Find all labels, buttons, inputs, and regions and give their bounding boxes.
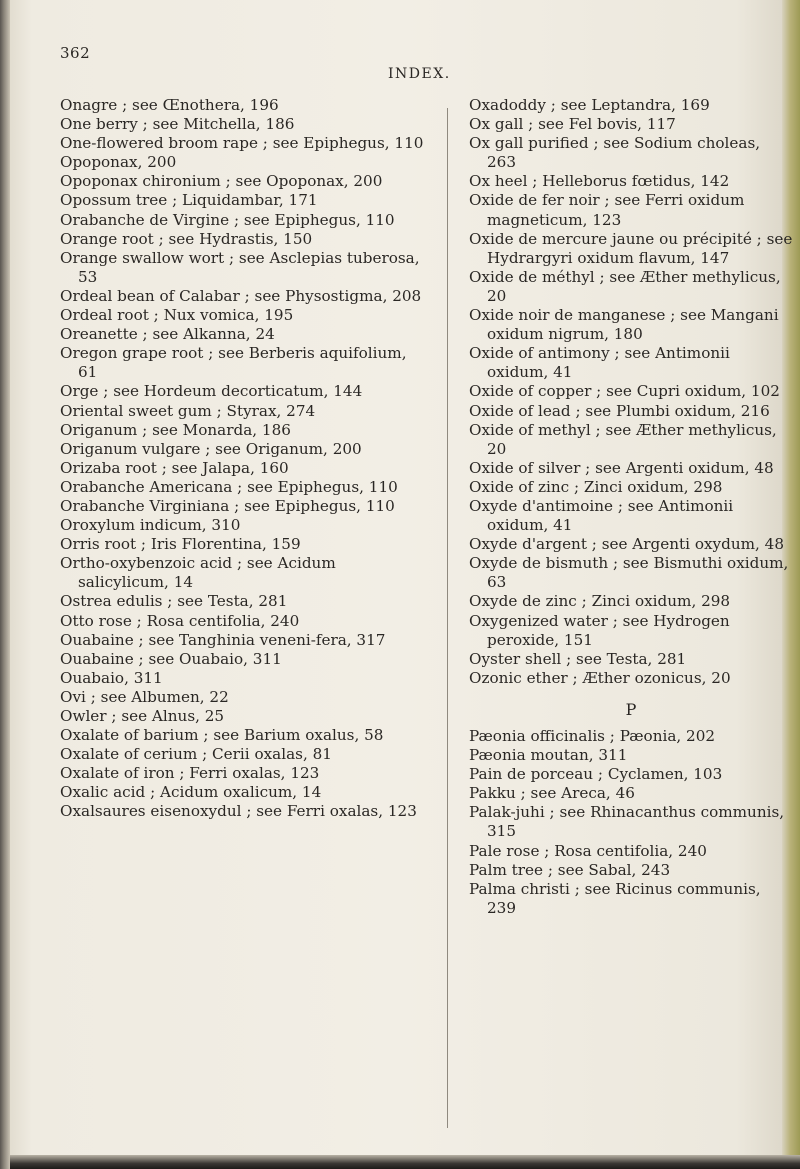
index-entry: Origanum vulgare ; see Origanum, 200 — [60, 439, 362, 458]
index-entry: Oxide of antimony ; see Antimonii oxidum, 41 — [469, 344, 730, 382]
index-entry: Oxygenized water ; see Hydrogen peroxide, 151 — [469, 611, 730, 649]
index-entry: Opoponax, 200 — [60, 153, 177, 172]
index-entry: Oreanette ; see Alkanna, 24 — [60, 325, 275, 344]
index-entry: Oxide of copper ; see Cupri oxidum, 102 — [469, 382, 780, 401]
index-entry: Orge ; see Hordeum decorticatum, 144 — [60, 382, 363, 401]
index-entry: Ostrea edulis ; see Testa, 281 — [60, 592, 288, 611]
index-entry: Ordeal root ; Nux vomica, 195 — [60, 306, 294, 325]
index-entry: One berry ; see Mitchella, 186 — [60, 115, 295, 134]
index-entry: Oxadoddy ; see Leptandra, 169 — [469, 96, 710, 114]
index-entry: Oyster shell ; see Testa, 281 — [469, 649, 687, 668]
index-entry: Owler ; see Alnus, 25 — [60, 707, 225, 725]
index-entry: Orabanche Americana ; see Epiphegus, 110 — [60, 477, 398, 496]
index-entry: Otto rose ; Rosa centifolia, 240 — [60, 611, 300, 630]
index-entry: Orange swallow wort ; see Asclepias tuberosa, 53 — [60, 248, 420, 286]
index-entry: Oriental sweet gum ; Styrax, 274 — [60, 401, 316, 420]
index-entry: Oxyde d'antimoine ; see Antimonii oxidum, 41 — [469, 496, 734, 535]
right-column — [469, 96, 793, 918]
index-entry: Oxide of silver ; see Argenti oxidum, 48 — [469, 458, 774, 477]
index-entry: Pale rose ; Rosa centifolia, 240 — [469, 841, 707, 860]
index-entry: Orange root ; see Hydrastis, 150 — [60, 229, 313, 248]
index-entry: Oxalic acid ; Acidum oxalicum, 14 — [60, 783, 322, 802]
index-entry: Pæonia officinalis ; Pæonia, 202 — [469, 727, 716, 745]
index-entry: One-flowered broom rape ; see Epiphegus, 110 — [60, 134, 424, 153]
index-entry: Oxide noir de manganese ; see Mangani oxidum nigrum, 180 — [469, 306, 779, 344]
index-entry: Palm tree ; see Sabal, 243 — [469, 860, 671, 879]
index-entry: Origanum ; see Monarda, 186 — [60, 420, 291, 439]
index-entry: Pakku ; see Areca, 46 — [469, 784, 635, 803]
index-entry: Palak-juhi ; see Rhinacanthus communis, 315 — [469, 803, 785, 841]
index-entry: Ozonic ether ; Æther ozonicus, 20 — [469, 668, 731, 687]
index-entry: Oxide de méthyl ; see Æther methylicus, 20 — [469, 267, 781, 305]
index-entry: Oxide of methyl ; see Æther methylicus, 20 — [469, 420, 777, 458]
index-entry: Ox gall ; see Fel bovis, 117 — [469, 115, 676, 134]
index-entry: Orizaba root ; see Jalapa, 160 — [60, 458, 289, 477]
index-entry: Oxyde de bismuth ; see Bismuthi oxidum, 63 — [469, 554, 789, 592]
index-entry: Pain de porceau ; Cyclamen, 103 — [469, 765, 723, 784]
running-head: INDEX. — [388, 66, 451, 82]
index-entry: Ouabaine ; see Ouabaio, 311 — [60, 649, 282, 668]
index-entry: Orabanche de Virgine ; see Epiphegus, 110 — [60, 210, 395, 229]
index-entry: Ortho-oxybenzoic acid ; see Acidum salicylicum, 14 — [60, 554, 336, 592]
index-entry: Onagre ; see Œnothera, 196 — [60, 96, 279, 114]
index-entry: Oxyde d'argent ; see Argenti oxydum, 48 — [469, 535, 784, 554]
index-entry: Oxide de mercure jaune ou précipité ; see Hydrargyri oxidum flavum, 147 — [469, 229, 793, 267]
index-entry: Opossum tree ; Liquidambar, 171 — [60, 191, 318, 210]
page-left-edge — [0, 0, 10, 1169]
page-number: 362 — [60, 44, 91, 62]
index-entry: Orabanche Virginiana ; see Epiphegus, 110 — [60, 496, 395, 515]
index-entry: Ouabaine ; see Tanghinia veneni-fera, 317 — [60, 630, 386, 649]
left-column — [60, 96, 424, 822]
index-entry: Oxalate of cerium ; Cerii oxalas, 81 — [60, 745, 332, 764]
index-entry: Oxide of lead ; see Plumbi oxidum, 216 — [469, 401, 770, 420]
index-entry: Oxalsaures eisenoxydul ; see Ferri oxalas, 123 — [60, 802, 417, 821]
page-bottom-edge — [10, 1155, 800, 1169]
index-entry: Ox heel ; Helleborus fœtidus, 142 — [469, 172, 730, 191]
index-entry: Oxalate of barium ; see Barium oxalus, 58 — [60, 726, 384, 745]
index-entry: Ordeal bean of Calabar ; see Physostigma, 208 — [60, 286, 422, 305]
index-entry: Opoponax chironium ; see Opoponax, 200 — [60, 172, 383, 191]
index-entry: Palma christi ; see Ricinus communis, 239 — [469, 879, 761, 917]
index-entry: Ox gall purified ; see Sodium choleas, 263 — [469, 134, 761, 172]
index-entry: Oregon grape root ; see Berberis aquifolium, 61 — [60, 344, 407, 382]
index-entry: Oxalate of iron ; Ferri oxalas, 123 — [60, 764, 320, 783]
index-entry: Ouabaio, 311 — [60, 668, 163, 687]
index-entry: Ovi ; see Albumen, 22 — [60, 687, 229, 706]
index-entry: Orris root ; Iris Florentina, 159 — [60, 535, 301, 554]
section-letter-heading: P — [625, 699, 637, 719]
index-entry: Oxyde de zinc ; Zinci oxidum, 298 — [469, 592, 731, 611]
column-divider — [447, 108, 448, 1128]
index-entry: Oxide de fer noir ; see Ferri oxidum magneticum, 123 — [469, 191, 745, 229]
index-entry: Pæonia moutan, 311 — [469, 746, 628, 765]
index-entry: Oroxylum indicum, 310 — [60, 516, 241, 535]
index-entry: Oxide of zinc ; Zinci oxidum, 298 — [469, 477, 723, 496]
